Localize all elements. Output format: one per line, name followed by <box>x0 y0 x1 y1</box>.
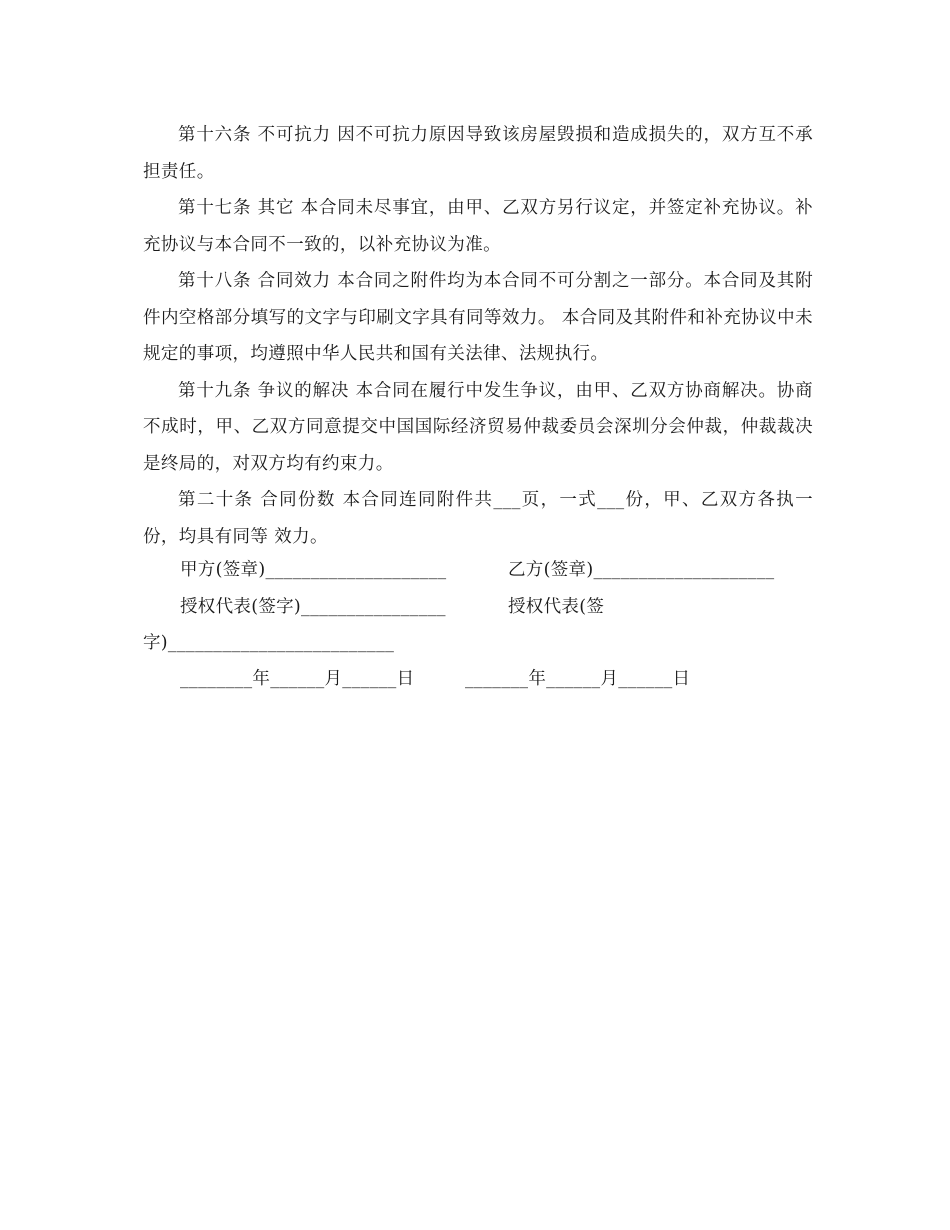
party-b-seal-line: 乙方(签章)____________________ <box>508 560 775 580</box>
party-b-date-line: _______年______月______日 <box>465 669 691 689</box>
clause-17: 第十七条 其它 本合同未尽事宜，由甲、乙双方另行议定，并签定补充协议。补充协议与本合同不一致的，以补充协议为准。 <box>143 198 813 255</box>
party-b-representative-label: 授权代表(签 <box>508 597 605 617</box>
clause-18: 第十八条 合同效力 本合同之附件均为本合同不可分割之一部分。本合同及其附件内空格部分填写的文字与印刷文字具有同等效力。 本合同及其附件和补充协议中未规定的事项，均遵照中华人民共和国有关法律、法规执行。 <box>143 271 813 364</box>
party-b-representative-line: 字)_________________________ <box>143 633 395 653</box>
clause-19: 第十九条 争议的解决 本合同在履行中发生争议，由甲、乙双方协商解决。协商不成时，甲、乙双方同意提交中国国际经济贸易仲裁委员会深圳分会仲裁，仲裁裁决是终局的，对双方均有约束力。 <box>143 380 813 474</box>
clause-16: 第十六条 不可抗力 因不可抗力原因导致该房屋毁损和造成损失的，双方互不承担责任。 <box>143 125 813 182</box>
clause-20: 第二十条 合同份数 本合同连同附件共___页，一式___份，甲、乙双方各执一份，均具有同等 效力。 <box>143 490 813 547</box>
contract-clauses <box>143 117 813 555</box>
party-a-representative-line: 授权代表(签字)________________ <box>180 597 446 617</box>
party-a-seal-line: 甲方(签章)____________________ <box>180 560 447 580</box>
party-a-date-line: ________年______月______日 <box>180 669 415 689</box>
